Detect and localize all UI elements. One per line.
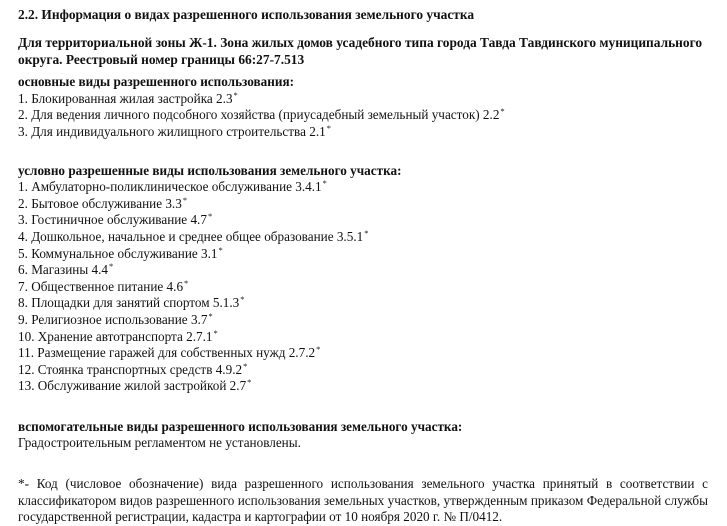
list-item [18,107,708,124]
list-item-text: 2. Бытовое обслуживание 3.3 [18,195,182,211]
footnote-mark: * [208,310,213,321]
list-item [18,378,708,395]
list-item [18,91,708,108]
footnote-mark: * [326,122,331,133]
list-item [18,124,708,141]
list-item [18,295,708,312]
footnote: *- Код (числовое обозначение) вида разрешенного использования земельного участка принятый в соответствии с классификатором видов разрешенного использования земельных участков, утвержденным приказом Федеральной службы государственной регистрации, кадастра и картографии от 10 ноября 2020 г. № П/0412. [18,476,708,525]
list-item-text: 13. Обслуживание жилой застройкой 2.7 [18,378,247,394]
list-item-text: 6. Магазины 4.4 [18,262,108,278]
footnote-mark: * [233,89,238,100]
footnote-mark: * [247,377,252,388]
list-item-text: 7. Общественное питание 4.6 [18,278,184,294]
list-item [18,179,708,196]
list-item-text: 1. Амбулаторно-поликлиническое обслуживание 3.4.1 [18,179,322,195]
auxiliary-uses-text: Градостроительным регламентом не установлены. [18,435,301,451]
footnote-mark: * [213,327,218,338]
list-item-text: 10. Хранение автотранспорта 2.7.1 [18,328,213,344]
zone-title: Для территориальной зоны Ж-1. Зона жилых домов усадебного типа города Тавда Тавдинского муниципального округа. Реестровый номер границы 66:27-7.513 [18,35,703,67]
section-title: 2.2. Информация о видах разрешенного использования земельного участка [18,7,475,22]
list-item-text: 4. Дошкольное, начальное и среднее общее образование 3.5.1 [18,228,364,244]
footnote-mark: * [500,106,505,117]
conditional-uses-title: условно разрешенные виды использования земельного участка: [18,162,402,178]
list-item-text: 8. Площадки для занятий спортом 5.1.3 [18,295,240,311]
conditional-uses-section [18,163,708,395]
main-uses-section [18,74,708,140]
list-item [18,262,708,279]
conditional-uses-list [18,179,708,395]
footnote-mark: * [316,344,321,355]
list-item [18,345,708,362]
list-item-text: 9. Религиозное использование 3.7 [18,311,208,327]
footnote-mark: * [240,294,245,305]
list-item-text: 1. Блокированная жилая застройка 2.3 [18,90,233,106]
list-item-text: 2. Для ведения личного подсобного хозяйства (приусадебный земельный участок) 2.2 [18,107,500,123]
list-item [18,362,708,379]
list-item-text: 12. Стоянка транспортных средств 4.9.2 [18,361,243,377]
document-page [18,7,708,526]
list-item-text: 11. Размещение гаражей для собственных нужд 2.7.2 [18,345,316,361]
footnote-mark: * [218,244,223,255]
list-item [18,279,708,296]
list-item-text: 3. Для индивидуального жилищного строительства 2.1 [18,123,326,139]
list-item [18,329,708,346]
footnote-mark: * [322,178,327,189]
footnote-mark: * [364,227,369,238]
main-uses-list [18,91,708,141]
list-item [18,246,708,263]
auxiliary-uses-section [18,419,708,452]
footnote-mark: * [109,261,114,272]
list-item-text: 5. Коммунальное обслуживание 3.1 [18,245,218,261]
footnote-mark: * [207,211,213,222]
list-item [18,229,708,246]
auxiliary-uses-title: вспомогательные виды разрешенного использования земельного участка: [18,418,463,434]
list-item [18,312,708,329]
footnote-mark: * [184,277,189,288]
list-item [18,212,708,229]
main-uses-title: основные виды разрешенного использования: [18,74,294,90]
list-item-text: 3. Гостиничное обслуживание 4.7 [18,212,207,228]
footnote-mark: * [243,360,248,371]
footnote-mark: * [182,194,188,205]
list-item [18,196,708,213]
